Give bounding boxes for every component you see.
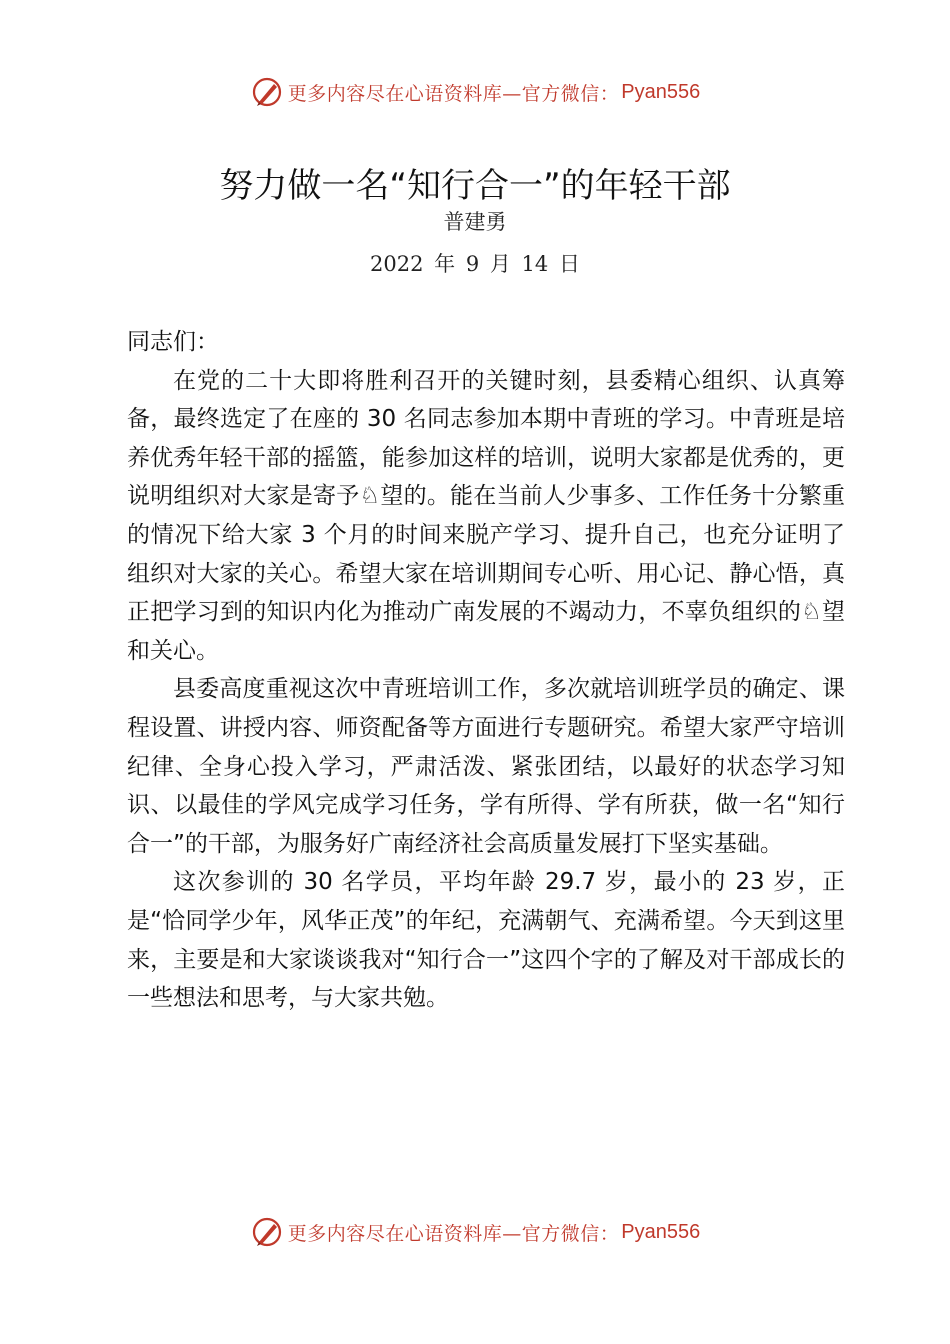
author: 普建勇: [443, 210, 507, 234]
pen-icon: [250, 75, 284, 109]
watermark-footer: [0, 1212, 950, 1252]
watermark-header: [0, 72, 950, 112]
greeting: 同志们：: [127, 329, 219, 355]
watermark-text: 更多内容尽在心语资料库—官方微信：: [287, 1222, 620, 1245]
paragraph-3: 这次参训的 30 名学员，平均年龄 29.7 岁，最小的 23 岁，正是“恰同学少年，风华正茂”的年纪，充满朝气、充满希望。今天到这里来，主要是和大家谈谈我对“知行合一”这四个字的了解及对干部成长的一些想法和思考，与大家共勉。: [127, 869, 845, 1012]
pen-icon: [250, 1215, 284, 1249]
date: 2022 年 9 月 14 日: [370, 252, 580, 276]
watermark-wechat: Pyan556: [621, 1220, 701, 1243]
watermark-wechat: Pyan556: [621, 80, 701, 103]
paragraph-2: 县委高度重视这次中青班培训工作，多次就培训班学员的确定、课程设置、讲授内容、师资配备等方面进行专题研究。希望大家严守培训纪律、全身心投入学习，严肃活泼、紧张团结，以最好的状态学习知识、以最佳的学风完成学习任务，学有所得、学有所获，做一名“知行合一”的干部，为服务好广南经济社会高质量发展打下坚实基础。: [127, 676, 845, 857]
body-text: [127, 323, 845, 1018]
watermark-text: 更多内容尽在心语资料库—官方微信：: [287, 82, 620, 105]
page-title: 努力做一名“知行合一”的年轻干部: [219, 166, 731, 206]
paragraph-1: 在党的二十大即将胜利召开的关键时刻，县委精心组织、认真筹备，最终选定了在座的 30 名同志参加本期中青班的学习。中青班是培养优秀年轻干部的摇篮，能参加这样的培训，说明大家都是优秀的，更说明组织对大家是寄予♘望的。能在当前人少事多、工作任务十分繁重的情况下给大家 3 个月的时间来脱产学习、提升自己，也充分证明了组织对大家的关心。希望大家在培训期间专心听、用心记、静心悟，真正把学习到的知识内化为推动广南发展的不竭动力，不辜负组织的♘望和关心。: [127, 367, 845, 664]
